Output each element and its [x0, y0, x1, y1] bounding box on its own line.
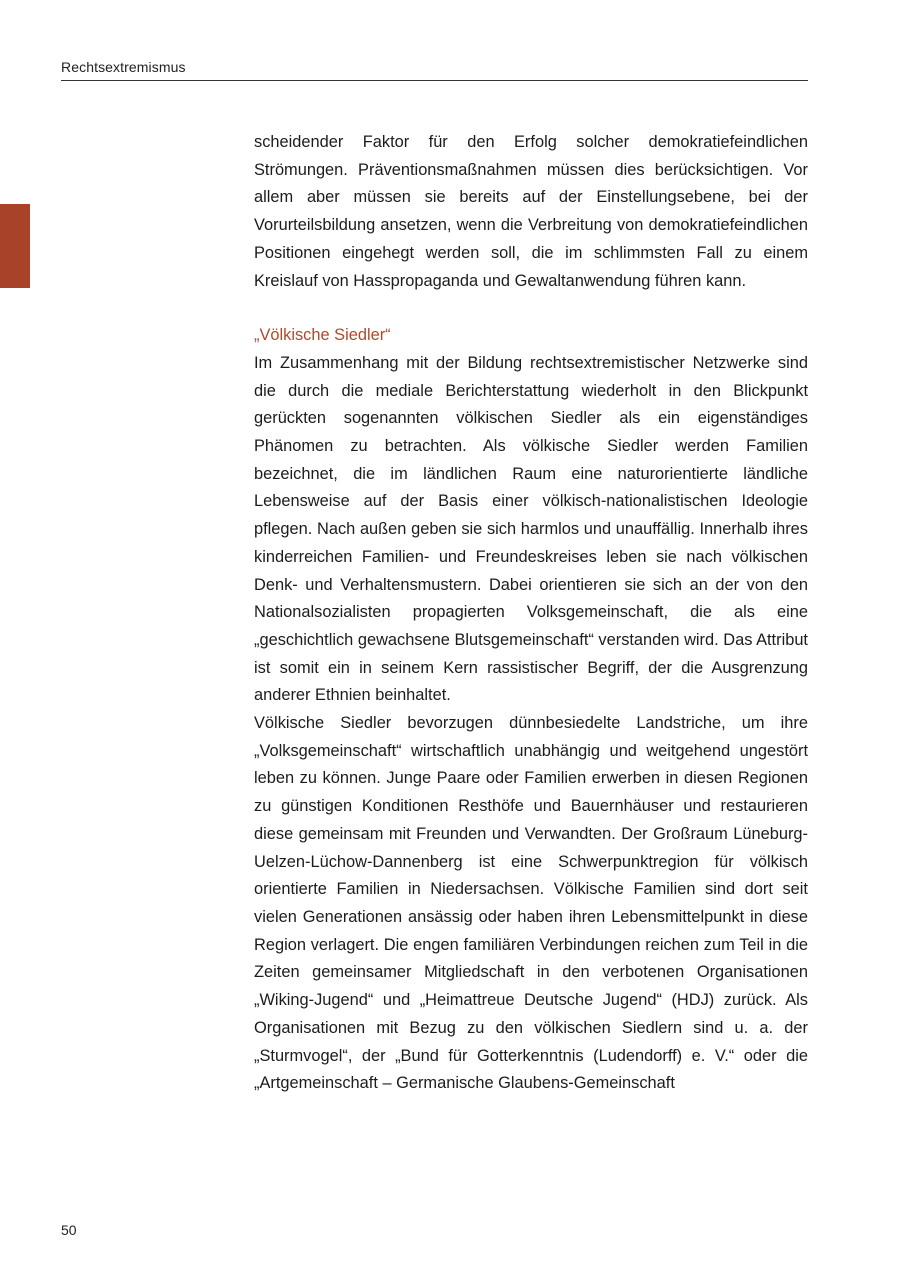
intro-paragraph: scheidender Faktor für den Erfolg solcher demokratiefeindlichen Strömungen. Präventionsmaßnahmen müssen dies berücksichtigen. Vor allem aber müssen sie bereits auf der Einstellungsebene, bei der Vorurteilsbildung ansetzen, wenn die Verbreitung von demokratiefeindlichen Positionen eingehegt werden soll, die im schlimmsten Fall zu einem Kreislauf von Hasspropaganda und Gewaltanwendung führen kann.	[254, 133, 808, 290]
body-paragraph-2: Völkische Siedler bevorzugen dünnbesiedelte Landstriche, um ihre „Volksgemeinschaft“ wirtschaftlich unabhängig und weitgehend ungestört leben zu können. Junge Paare oder Familien erwerben in diesen Regionen zu günstigen Konditionen Resthöfe und Bauernhäuser und restaurieren diese gemeinsam mit Freunden und Verwandten. Der Großraum Lüneburg-Uelzen-Lüchow-Dannenberg ist eine Schwerpunktregion für völkisch orientierte Familien in Niedersachsen. Völkische Familien sind dort seit vielen Generationen ansässig oder haben ihren Lebensmittelpunkt in diese Region verlagert. Die engen familiären Verbindungen reichen zum Teil in die Zeiten gemeinsamer Mitgliedschaft in den verbotenen Organisationen „Wiking-Jugend“ und „Heimattreue Deutsche Jugend“ (HDJ) zurück. Als Organisationen mit Bezug zu den völkischen Siedlern sind u. a. der „Sturmvogel“, der „Bund für Gotterkenntnis (Ludendorff) e. V.“ oder die „Artgemeinschaft – Germanische Glaubens-Gemeinschaft	[254, 714, 808, 1093]
section-heading: „Völkische Siedler“	[254, 326, 391, 345]
running-head: Rechtsextremismus	[61, 59, 186, 75]
header-rule	[61, 80, 808, 81]
chapter-marker-tab	[0, 204, 30, 288]
page-number: 50	[61, 1222, 77, 1238]
main-text-column	[254, 129, 808, 1098]
body-paragraph-1: Im Zusammenhang mit der Bildung rechtsextremistischer Netzwerke sind die durch die mediale Berichterstattung wiederholt in den Blickpunkt gerückten sogenannten völkischen Siedler als ein eigenständiges Phänomen zu betrachten. Als völkische Siedler werden Familien bezeichnet, die im ländlichen Raum eine naturorientierte ländliche Lebensweise auf der Basis einer völkisch-nationalistischen Ideologie pflegen. Nach außen geben sie sich harmlos und unauffällig. Innerhalb ihres kinderreichen Familien- und Freundeskreises leben sie nach völkischen Denk- und Verhaltensmustern. Dabei orientieren sie sich an der von den Nationalsozialisten propagierten Volksgemeinschaft, die als eine „geschichtlich gewachsene Blutsgemeinschaft“ verstanden wird. Das Attribut ist somit ein in seinem Kern rassistischer Begriff, der die Ausgrenzung anderer Ethnien beinhaltet.	[254, 353, 808, 705]
